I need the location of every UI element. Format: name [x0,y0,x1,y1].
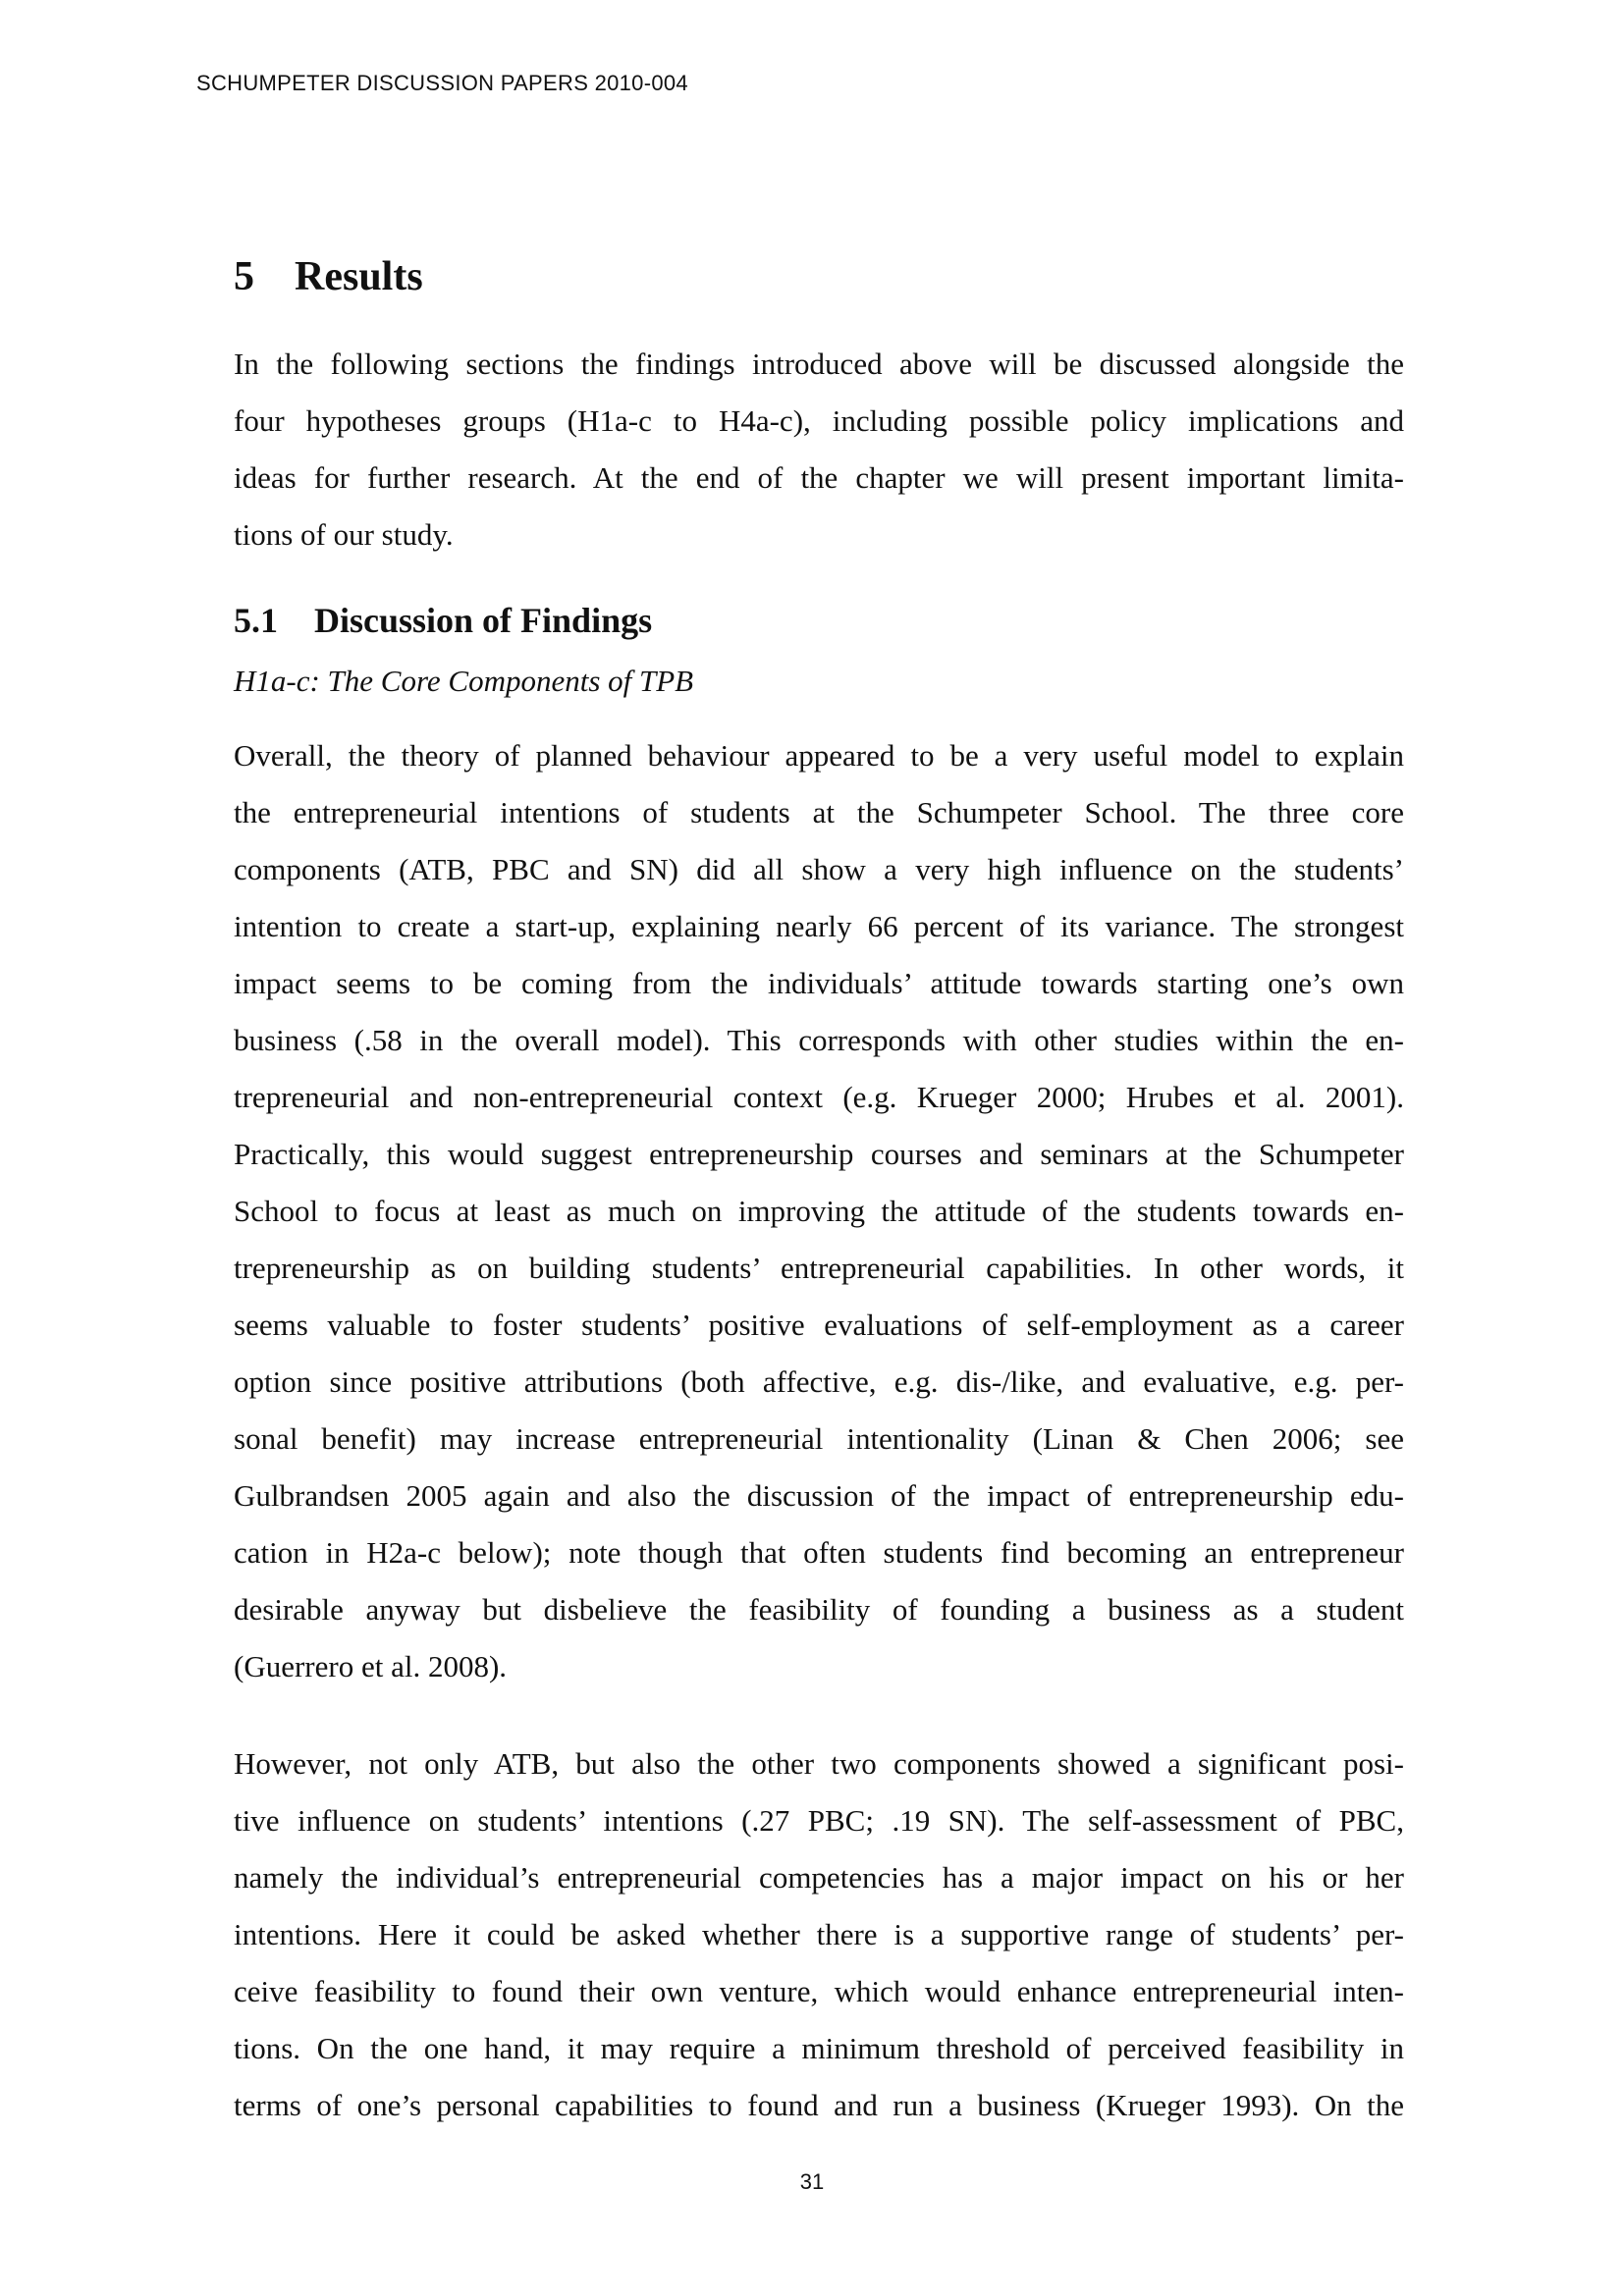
text-line: option since positive attributions (both affective, e.g. dis-/like, and evaluative, e.g. per- [234,1364,1404,1399]
text-line: the entrepreneurial intentions of students at the Schumpeter School. The three core [234,795,1404,829]
text-line: trepreneurial and non-entrepreneurial context (e.g. Krueger 2000; Hrubes et al. 2001). [234,1080,1404,1114]
section-title: Discussion of Findings [314,601,653,640]
chapter-title: Results [295,254,423,299]
text-line: seems valuable to foster students’ positive evaluations of self-employment as a career [234,1308,1404,1342]
text-line: sonal benefit) may increase entrepreneurial intentionality (Linan & Chen 2006; see [234,1421,1404,1456]
text-line: business (.58 in the overall model). This corresponds with other studies within the en- [234,1023,1404,1057]
text-line: In the following sections the findings introduced above will be discussed alongside the [234,347,1404,381]
hypothesis-subheading: H1a-c: The Core Components of TPB [234,664,694,698]
page-number: 31 [799,2169,825,2194]
text-line: ceive feasibility to found their own venture, which would enhance entrepreneurial inten- [234,1974,1404,2008]
text-line: tive influence on students’ intentions (.27 PBC; .19 SN). The self-assessment of PBC, [234,1803,1404,1838]
text-line: tions. On the one hand, it may require a minimum threshold of perceived feasibility in [234,2031,1404,2065]
text-line: intentions. Here it could be asked whether there is a supportive range of students’ per- [234,1917,1404,1951]
text-line: (Guerrero et al. 2008). [234,1649,508,1683]
body-paragraph-1 [234,727,1404,1695]
text-line: Overall, the theory of planned behaviour appeared to be a very useful model to explain [234,738,1404,773]
text-line: Practically, this would suggest entrepreneurship courses and seminars at the Schumpeter [234,1137,1404,1171]
text-line: intention to create a start-up, explaining nearly 66 percent of its variance. The strongest [234,909,1404,943]
text-line: four hypotheses groups (H1a-c to H4a-c), including possible policy implications and [234,403,1404,438]
section-number: 5.1 [234,601,278,640]
intro-paragraph [234,336,1404,563]
chapter-number: 5 [234,254,254,299]
text-line: cation in H2a-c below); note though that often students find becoming an entrepreneur [234,1535,1404,1570]
text-line: Gulbrandsen 2005 again and also the discussion of the impact of entrepreneurship edu- [234,1478,1404,1513]
text-line: School to focus at least as much on improving the attitude of the students towards en- [234,1194,1404,1228]
text-line: ideas for further research. At the end of the chapter we will present important limita- [234,460,1404,495]
chapter-heading [234,253,423,300]
text-line: impact seems to be coming from the individuals’ attitude towards starting one’s own [234,966,1404,1000]
text-line: tions of our study. [234,517,454,552]
text-line: terms of one’s personal capabilities to found and run a business (Krueger 1993). On the [234,2088,1404,2122]
text-line: trepreneurship as on building students’ entrepreneurial capabilities. In other words, it [234,1251,1404,1285]
text-line: components (ATB, PBC and SN) did all show a very high influence on the students’ [234,852,1404,886]
text-line: However, not only ATB, but also the other two components showed a significant posi- [234,1746,1404,1781]
section-heading [234,600,652,641]
running-header: SCHUMPETER DISCUSSION PAPERS 2010-004 [196,71,688,95]
body-paragraph-2 [234,1735,1404,2134]
text-line: desirable anyway but disbelieve the feasibility of founding a business as a student [234,1592,1404,1627]
text-line: namely the individual’s entrepreneurial competencies has a major impact on his or her [234,1860,1404,1895]
